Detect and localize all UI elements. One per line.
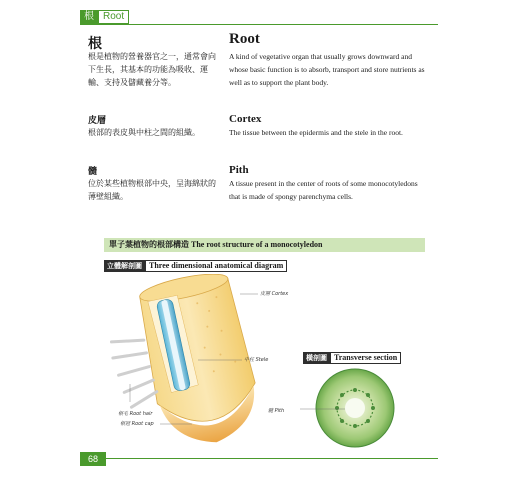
def-cortex-en: The tissue between the epidermis and the stele in the root. <box>229 128 403 137</box>
callout-stele: 中柱 Stele <box>244 357 269 363</box>
diagram-3d-label-en: Three dimensional anatomical diagram <box>145 260 287 272</box>
callout-root-hair: 根毛 Root hair <box>118 411 153 417</box>
term-cortex-en: Cortex <box>229 113 262 125</box>
chapter-tab <box>80 10 129 24</box>
transverse-label-en: Transverse section <box>330 352 401 364</box>
chapter-tab-zh: 根 <box>80 10 98 24</box>
transverse-section-illustration <box>300 368 430 448</box>
callout-root-cap: 根冠 Root cap <box>120 421 154 427</box>
callout-cortex: 皮層 Cortex <box>260 291 289 297</box>
page-number: 68 <box>80 452 106 466</box>
def-pith-zh: 位於某些植物根部中央，呈海綿狀的薄壁組織。 <box>88 179 216 201</box>
def-root-en: A kind of vegetative organ that usually grows downward and whose basic function is to absorb, transport and store nutrients as well as to support the plant body. <box>229 52 425 87</box>
header-rule <box>80 24 438 25</box>
term-root-en: Root <box>229 31 260 47</box>
term-pith-en: Pith <box>229 164 249 176</box>
root-3d-illustration <box>100 274 300 456</box>
section-title-bar: 單子葉植物的根部構造 The root structure of a monocotyledon <box>104 238 425 252</box>
term-pith-zh: 髓 <box>88 167 98 177</box>
callout-pith: 髓 Pith <box>268 408 285 414</box>
chapter-tab-en: Root <box>98 10 129 24</box>
diagram-3d-label <box>104 260 287 272</box>
transverse-label <box>303 352 401 364</box>
footer-rule <box>80 458 438 459</box>
def-cortex-zh: 根部的表皮與中柱之間的組織。 <box>88 128 200 137</box>
def-pith-en: A tissue present in the center of roots of some monocotyledons that is made of spongy parenchyma cells. <box>229 179 418 201</box>
term-root-zh: 根 <box>88 36 102 52</box>
diagram-3d-label-zh: 立體解剖圖 <box>104 260 145 272</box>
term-cortex-zh: 皮層 <box>88 116 107 126</box>
transverse-label-zh: 橫剖圖 <box>303 352 330 364</box>
def-root-zh: 根是植物的營養器官之一，通常會向下生長，其基本的功能為吸收、運輸、支持及儲藏養分等。 <box>88 52 216 87</box>
